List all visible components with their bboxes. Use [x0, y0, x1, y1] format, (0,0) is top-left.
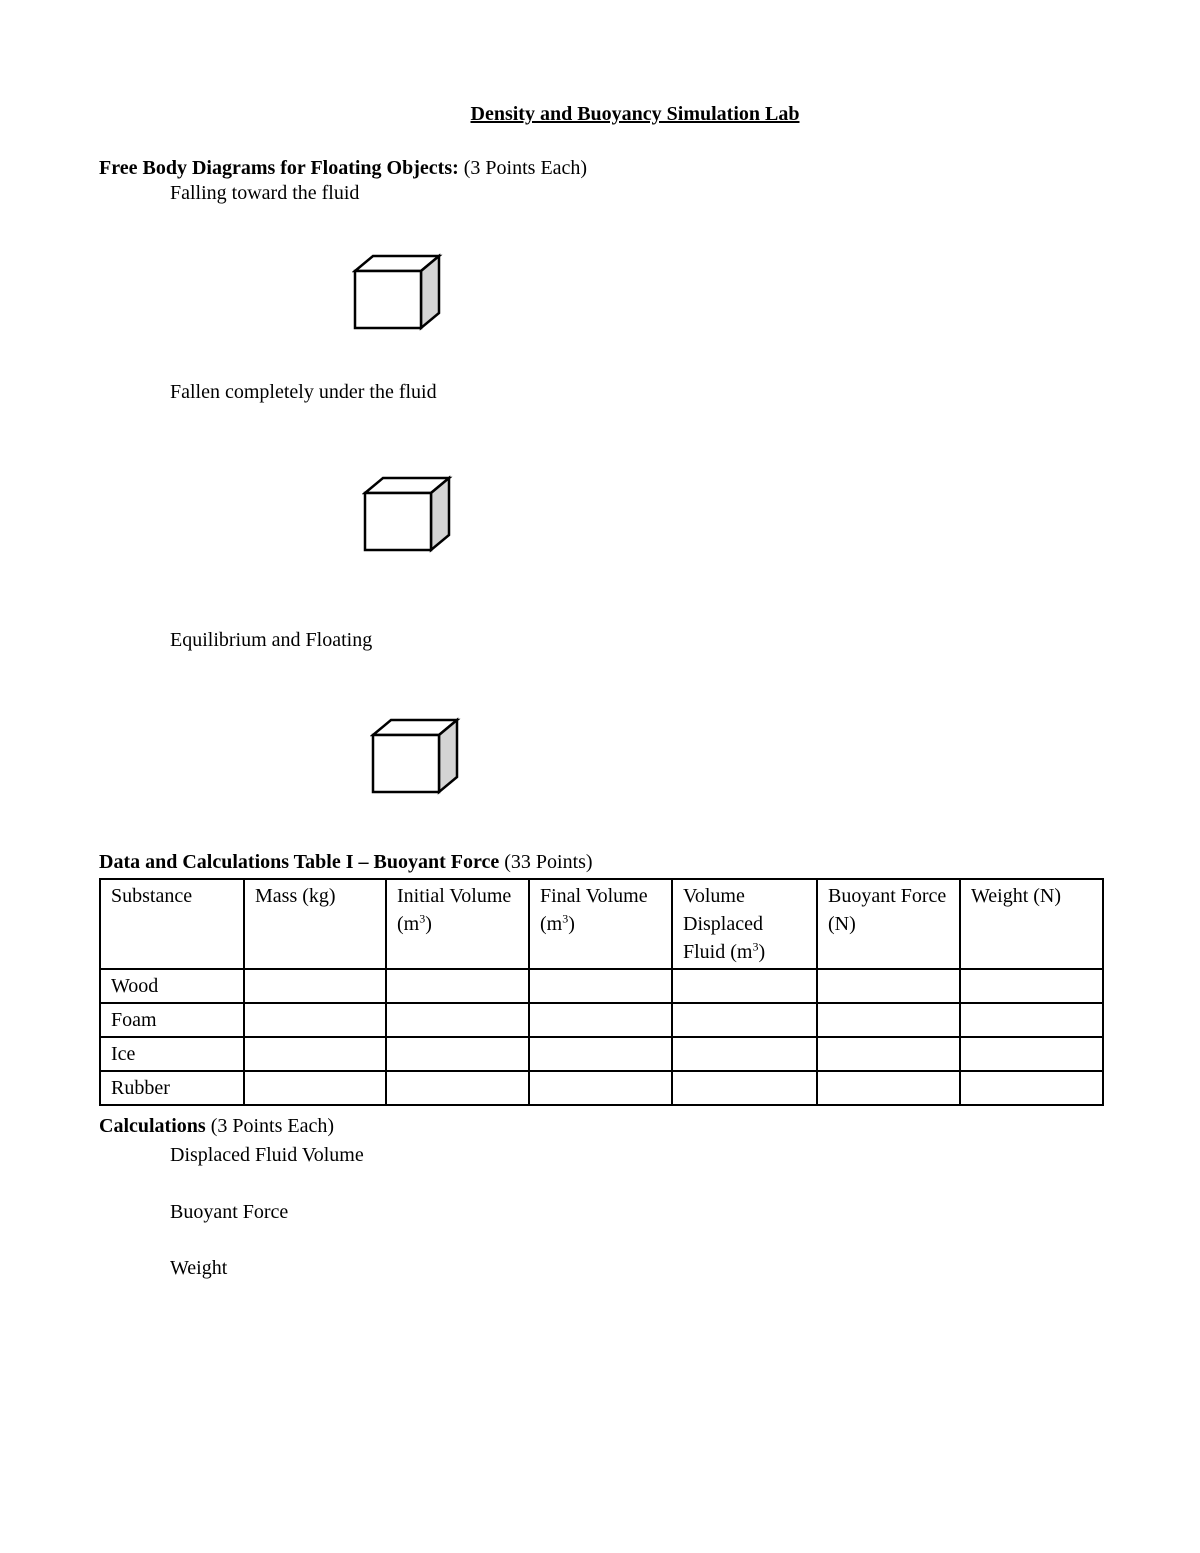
table-blank-cell[interactable]	[529, 969, 672, 1003]
table-header-row	[100, 879, 1103, 969]
table-blank-cell[interactable]	[386, 1071, 529, 1105]
table-blank-cell[interactable]	[244, 1071, 386, 1105]
calculations-heading-line	[99, 1114, 334, 1138]
calc-item-weight: Weight	[170, 1257, 228, 1279]
cube-icon-falling	[352, 252, 444, 332]
table-blank-cell[interactable]	[817, 1003, 960, 1037]
cube-icon-floating	[370, 716, 462, 796]
table-blank-cell[interactable]	[529, 1037, 672, 1071]
table-heading: Data and Calculations Table I – Buoyant Force	[99, 851, 500, 873]
table-blank-cell[interactable]	[672, 1071, 817, 1105]
table-header-cell: Initial Volume $(m^3)$	[386, 879, 529, 969]
table-blank-cell[interactable]	[960, 1071, 1103, 1105]
cube-icon-submerged	[362, 474, 454, 554]
table-header-cell: Weight (N)	[960, 879, 1103, 969]
table-points: (33 Points)	[499, 851, 593, 873]
calc-item-displaced-volume: Displaced Fluid Volume	[170, 1144, 364, 1166]
fbd-item-submerged: Fallen completely under the fluid	[170, 381, 437, 403]
table-row	[100, 1003, 1103, 1037]
table-blank-cell[interactable]	[672, 969, 817, 1003]
table-header-cell: Buoyant Force (N)	[817, 879, 960, 969]
calculations-points: (3 Points Each)	[205, 1115, 334, 1137]
table-blank-cell[interactable]	[386, 969, 529, 1003]
table-blank-cell[interactable]	[672, 1003, 817, 1037]
calc-item-buoyant-force: Buoyant Force	[170, 1201, 289, 1223]
table-blank-cell[interactable]	[817, 969, 960, 1003]
table-row-label: Rubber	[100, 1071, 244, 1105]
table-row	[100, 969, 1103, 1003]
fbd-points: (3 Points Each)	[458, 157, 588, 179]
table-row-label: Ice	[100, 1037, 244, 1071]
fbd-item-floating: Equilibrium and Floating	[170, 629, 373, 651]
table-blank-cell[interactable]	[817, 1037, 960, 1071]
table-blank-cell[interactable]	[529, 1003, 672, 1037]
table-blank-cell[interactable]	[529, 1071, 672, 1105]
table-blank-cell[interactable]	[386, 1003, 529, 1037]
page-title: Density and Buoyancy Simulation Lab	[470, 103, 800, 125]
table-row-label: Wood	[100, 969, 244, 1003]
table-header-cell: Final Volume $(m^3)$	[529, 879, 672, 969]
fbd-heading: Free Body Diagrams for Floating Objects:	[99, 157, 459, 179]
table-blank-cell[interactable]	[960, 969, 1103, 1003]
table-blank-cell[interactable]	[386, 1037, 529, 1071]
table-row	[100, 1071, 1103, 1105]
table-blank-cell[interactable]	[960, 1003, 1103, 1037]
fbd-heading-line	[99, 156, 587, 180]
fbd-item-falling: Falling toward the fluid	[170, 182, 360, 204]
table-header-cell: Volume Displaced Fluid $(m^3)$	[672, 879, 817, 969]
table-header-cell: Mass (kg)	[244, 879, 386, 969]
table-header-cell: Substance	[100, 879, 244, 969]
table-row-label: Foam	[100, 1003, 244, 1037]
table-blank-cell[interactable]	[672, 1037, 817, 1071]
table-row	[100, 1037, 1103, 1071]
table-blank-cell[interactable]	[244, 1003, 386, 1037]
table-blank-cell[interactable]	[817, 1071, 960, 1105]
buoyant-force-table	[99, 878, 1104, 1106]
table-blank-cell[interactable]	[244, 1037, 386, 1071]
table-blank-cell[interactable]	[960, 1037, 1103, 1071]
calculations-heading: Calculations	[99, 1115, 206, 1137]
table-blank-cell[interactable]	[244, 969, 386, 1003]
table-heading-line	[99, 850, 593, 874]
